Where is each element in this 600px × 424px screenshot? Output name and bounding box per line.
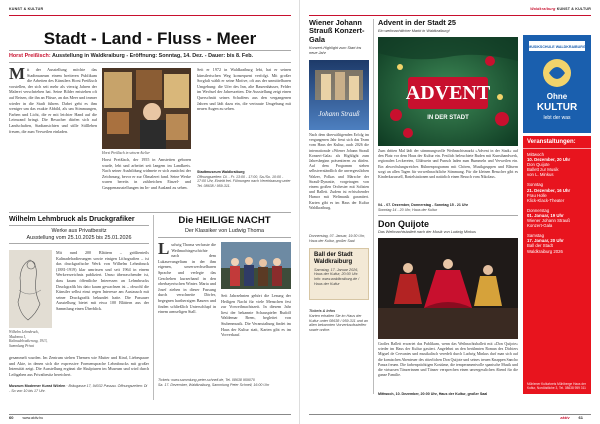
lehmbruck-artwork: [9, 250, 52, 328]
advent-date: 04. - 07. Dezember, Donnerstag - Sonntag 15 - 21 Uhr: [378, 203, 469, 207]
nacht-column-1: [158, 239, 216, 372]
event-day: Donnerstag: [527, 207, 550, 213]
event-item: [523, 149, 591, 179]
drop-cap: M: [9, 64, 26, 83]
section-label-right: KUNST & KULTUR: [556, 7, 591, 11]
nacht-photo-image: [221, 242, 291, 289]
events-list: [523, 149, 591, 256]
event-date: 01. Januar, 19 Uhr: [527, 212, 564, 218]
event-line1: Wiener Johann Strauß: [527, 218, 570, 224]
advent-place: Sonntag 14 - 20 Uhr, Haus der Kultur: [378, 207, 438, 212]
quijote-subtitle: Das Weihnachtsballett nach der Musik von Ludwig Minkus: [378, 230, 476, 234]
musikschule-ad: [523, 35, 591, 133]
right-page-header: [530, 7, 591, 11]
subtitle-rule-top: [9, 50, 291, 51]
lehmbruck-rule-2: [9, 243, 149, 244]
lehmbruck-title: Wilhelm Lehmbruck als Druckgrafiker: [9, 216, 135, 223]
advent-subtitle: Ein weihnachtlicher Markt in Waldkraiburg!: [378, 29, 450, 33]
photo-caption: Horst Preißisch in seinem Atelier: [102, 151, 150, 155]
nacht-ticket: Tickets: www.sammlung-peter-schnell.de, Tel. 08638 959070: [158, 378, 255, 382]
ad-word-2: KULTUR: [536, 102, 578, 113]
advent-title: Advent in der Stadt 25: [378, 18, 457, 27]
museum-info-title: Stadtmuseum Waldkraiburg: [197, 170, 245, 174]
artist-photo-image: [102, 68, 191, 149]
event-item: [523, 230, 591, 255]
quijote-title: Don Quijote: [378, 219, 429, 229]
musikschule-ad-image: [523, 35, 591, 133]
event-line2: Konzert-Gala: [527, 223, 553, 229]
lehmbruck-column-2: gesammelt wurden. Im Zentrum stehen Themen wie Mutter und Kind, Liebespaare und Akte, in denen sich die expressive Formensprache Lehmbrucks mit großer Intensität zeigt. Die Ausstellung ergänzt die Skulpturen im Museum und wird durch Leihgaben aus Privatbesitz bereichert.: [9, 355, 149, 377]
nacht-title: Die HEILIGE NACHT: [178, 215, 271, 226]
advent-poster-sub: IN DER STADT: [427, 115, 469, 121]
event-date: 17. Januar, 20 Uhr: [527, 238, 564, 244]
nacht-photo: [221, 242, 291, 289]
event-item: [523, 205, 591, 230]
exhibition-info: Ausstellung in Waldkraiburg - Eröffnung: Sonntag, 14. Dez. - Dauer: bis 8. Feb.: [51, 53, 254, 59]
event-date: 21. Dezember, 16 Uhr: [527, 187, 571, 193]
footer-brand: aktiv: [560, 415, 570, 420]
advent-dates: [378, 203, 518, 212]
strauss-poster-image: [309, 60, 369, 130]
event-item: [523, 179, 591, 204]
nacht-text-1: udwig Thoma verfasste die Weihnachtsgeschichte nach dem Lukasevangelium in der ihm eigenen, unverwechselbaren Sprache und verlegte das Geschehen kurzerhand in den oberbayerischen Winter. Maria und Josef ziehen in dieser Fassung durch verschneite Dörfer, begegnen hartherzigen Bauern und finden schließlich Unterschlupf in einem armseligen Stall.: [158, 242, 216, 315]
event-line1: Don Quijote: [527, 162, 550, 168]
section-label: KUNST & KULTUR: [9, 7, 44, 11]
lehmbruck-column-1: Mit rund 200 Blättern – größtenteils Kaltnadelradierungen sowie einigen Lithografien – ist das druckgrafische Werk von Wilhelm Lehmbruck (1881-1919) klar umrissen und seit 1964 in einem Werkverzeichnis publiziert. Umso überraschender ist, dass kaum öffentliche Interessen an Lehmbrucks Druckgrafik bis dato kaum gewachsen ist – obwohl die Künstler selbst einst regen Interesse am Austausch mit seiner Druckgrafik bekundet hatte. Die Passauer Ausstellung bietet mit etwa 100 Blättern aus der Sammlung einen Überblick.: [56, 250, 149, 311]
event-line3: von L. Minkus: [527, 172, 554, 178]
page-number: 60: [9, 415, 14, 420]
advent-poster-image: [378, 37, 518, 146]
header-rule: [9, 15, 291, 16]
event-line1: Ball der Stadt: [527, 243, 553, 249]
article-title: Stadt - Land - Fluss - Meer: [43, 29, 257, 48]
strauss-title: Wiener Johann Strauß Konzert-Gala: [309, 18, 365, 44]
article-subtitle: [9, 53, 291, 60]
header-rule-right: [309, 15, 591, 16]
ad-top-text: MUSIKSCHULE WALDKRAIBURG: [528, 45, 586, 49]
ball-title: Ball der Stadt Waldkraiburg: [314, 252, 353, 265]
advent-text: Zum dritten Mal lädt der stimmungsvolle Weihnachtsmarkt »Advent in der Stadt« auf den Platz vor dem Haus der Kultur ein. Festlich beleuchtete Buden mit Kunsthandwerk, regionalen Leckereien, Glühwein und Punsch laden zum Bummeln und Verweilen ein. Ein abwechslungsreiches Bühnenprogramm mit Chören, Musikgruppen und Bläsern sorgt an allen Tagen für vorweihnachtliche Stimmung. Für die kleinen Besucher gibt es Kinderkarussell, Bastelstationen und natürlich einen Besuch vom Nikolaus.: [378, 149, 518, 180]
tickets-text: Karten erhalten Sie im Haus der Kultur unter 08638 / 959-311 und an allen bekannten Vorverkaufsstellen sowie online.: [309, 313, 368, 333]
artist-name: Horst Preißisch:: [9, 53, 51, 59]
nacht-date: Sa. 17. Dezember, Waldkraiburg, Sammlung Peter Schnell, 16:00 Uhr: [158, 382, 270, 387]
museum-info-text: Öffnungszeiten: Di. - Fr. 13:00 - 17:00, Sa./So. 10:00 - 17:00 Uhr, Eintritt frei. Führungen nach Vereinbarung unter Tel. 08638 / 959-311.: [197, 174, 291, 188]
ad-word-3: lebt der was: [543, 115, 571, 121]
advent-poster: [378, 37, 518, 146]
article-column-3: Seit er 1972 in Waldkraiburg lebt, hat er seinen künstlerischen Weg konsequent verfolgt. Mit großer Sorgfalt wählt er seine Motive, oft aus der unmittelbaren Umgebung: die Ufer des Inn, alte Bauernhäuser, Felder im Wechsel der Jahreszeiten. Die Ausstellung zeigt einen Querschnitt seines Schaffens aus den vergangenen Jahren und lädt dazu ein, die vertraute Umgebung mit neuen Augen zu sehen.: [197, 67, 291, 112]
page-number-right: 61: [578, 415, 583, 420]
artist-photo: [102, 68, 191, 149]
subtitle-rule-bottom: [9, 62, 291, 63]
event-line2: Waldkraiburg 2026: [527, 248, 563, 254]
advent-poster-word: ADVENT: [405, 82, 491, 104]
brand-label: Waldkraiburg: [530, 7, 556, 11]
lehmbruck-artwork-image: [9, 250, 52, 328]
section-divider: [9, 212, 291, 213]
article-column-1: [9, 64, 97, 167]
event-day: Samstag: [527, 233, 544, 239]
strauss-text: Nach dem überwältigenden Erfolg im vergangenen Jahr freut sich das Team vom Haus der Kultur, auch 2026 die internationale »Wiener Johann Strauß Konzert-Gala« als Highlight zum Jahresbeginn präsentieren zu dürfen. Auf dem Programm stehen selbstverständlich die unvergesslichen Walzer, Polkas und Märsche der Strauß-Dynastie, vorgetragen von einem großen Orchester mit Solisten und Ballett. Zudem ist erfrischender Humor mit Weltmusik garantiert. Karten gibt es im Haus der Kultur Waldkraiburg.: [309, 133, 369, 210]
tickets-title: Tickets & Infos: [309, 309, 336, 313]
lehmbruck-sub-2: Ausstellung vom 25.10.2025 bis 25.01.2026: [26, 234, 132, 241]
article-text-1: it der Ausstellung möchte das Stadtmuseum einem breiteren Publikum die Arbeiten des Künstlers Horst Preißisch vorstellen, der sich seit mehr als vierzig Jahren der Malerei verschrieben hat. Seine Bilder entstehen oft auf Reisen, die ihn an Flüsse, an das Meer und immer wieder in die Stadt führen. Dabei geht es ihm weniger um das exakte Abbild, als um Stimmungen, Farben und Licht, die er mit leichter Hand auf die Leinwand bringt. Die Besucher dürfen sich auf Landschaften, Stadtansichten und stille Stillleben freuen, die zum Verweilen einladen.: [9, 67, 97, 134]
event-line2: Ballett zur Musik: [527, 167, 559, 173]
ad-word-1: Ohne: [546, 92, 568, 101]
lehmbruck-sub-1: Werke aus Privatbesitz: [51, 228, 107, 234]
lehmbruck-rule: [9, 225, 149, 226]
nacht-drop-cap: L: [158, 239, 170, 258]
events-sidebar: [523, 136, 591, 394]
nacht-column-2: Seit Jahrzehnten gehört die Lesung der Heiligen Nacht für viele Menschen fest zur Vorweihnachtszeit. In diesem Jahr liest der bekannte Schauspieler Rudolf Waldemar Brem, begleitet von Stubenmusik. Die Veranstaltung findet im Haus der Kultur statt, Karten gibt es im Vorverkauf.: [221, 293, 291, 338]
article-column-2: Horst Preißisch, der 1955 in Amstetten geboren wurde, lebt und arbeitet seit langem im Landkreis. Nach seiner Ausbildung widmete er sich zunächst der Zeichnung, bevor er zur Ölmalerei fand. Seine Werke waren bereits in zahlreichen Einzel- und Gruppenausstellungen im In- und Ausland zu sehen.: [102, 157, 191, 190]
quijote-rule: [378, 215, 518, 216]
quijote-date: Mittwoch, 10. Dezember, 20:00 Uhr, Haus der Kultur, großer Saal: [378, 392, 488, 396]
strauss-poster-text: Johann Strauß: [318, 110, 360, 118]
nacht-rule: [158, 237, 291, 238]
right-page: [300, 0, 600, 424]
event-date: 10. Dezember, 20 Uhr: [527, 157, 571, 163]
event-day: Sonntag: [527, 182, 544, 188]
nacht-ticket-info: [158, 378, 291, 387]
lehmbruck-footer: [9, 384, 149, 393]
strauss-date: Donnerstag, 07. Januar, 19:30 Uhr, Haus der Kultur, großer Saal: [309, 234, 365, 243]
nacht-subtitle: Der Klassiker von Ludwig Thoma: [185, 228, 264, 234]
events-heading: Veranstaltungen:: [523, 136, 591, 149]
event-line1: Frau Holle: [527, 192, 547, 198]
museum-name: Museum Moderner Kunst Wörlen: [9, 384, 66, 388]
right-page-footer: [560, 415, 591, 420]
column-divider: [153, 215, 154, 400]
footer-rule-right: [309, 414, 591, 415]
museum-address: · Bräugasse 17, 94032 Passau. Öffnungszeiten: Di - So von 10 bis 17 Uhr.: [9, 384, 148, 393]
event-day: Mittwoch: [527, 152, 544, 157]
events-footer: Mühlener Kulturkreis Mühlberge Haus der Kultur, Nordöstliche 3, Tel. 08638 959 311: [527, 382, 586, 390]
lehmbruck-caption: Wilhelm Lehmbruck, Madonna I, Kaltnadelradierung, 1913, Sammlung Privat: [9, 330, 48, 348]
quijote-text: Großes Ballett erwartet das Publikum, wenn das Weihnachtsballett mit »Don Quijote« wieder im Haus der Kultur gastiert. Angelehnt an den berühmten Roman des Dichters Miguel de Cervantes und musikalisch veredelt durch Ludwig Minkus darf man sich auf die komischen Abenteuer des ritterlichen Don Quijote und seines treuen Knappen Sancho Panza freuen. Die farbenprächtigen Kostüme, die temperamentvolle spanische Musik und die virtuosen Tänzerinnen und Tänzer versprechen einen unvergesslichen Abend für die ganze Familie.: [378, 342, 518, 378]
lehmbruck-subtitle: [9, 228, 149, 241]
column-divider-right: [373, 19, 374, 394]
ball-text: Samstag, 17. Januar 2026, Haus der Kultur, 20:00 Uhr. Info: www.waldkraiburg.de / Haus der Kultur: [314, 267, 360, 286]
event-line2: Klick-Klack-Theater: [527, 197, 565, 203]
museum-info: [197, 170, 291, 188]
ball-box: [309, 248, 369, 300]
left-page-header: [9, 7, 43, 11]
footer-url: www.aktiv.hu: [22, 416, 44, 420]
left-page-footer: [9, 415, 43, 420]
strauss-poster: [309, 60, 369, 130]
tickets-info: [309, 309, 369, 333]
strauss-subtitle: Konzert-Highlight zum Start ins neue Jahr: [309, 46, 362, 55]
quijote-photo: [378, 238, 518, 339]
quijote-photo-image: [378, 238, 518, 339]
footer-rule: [9, 414, 291, 415]
